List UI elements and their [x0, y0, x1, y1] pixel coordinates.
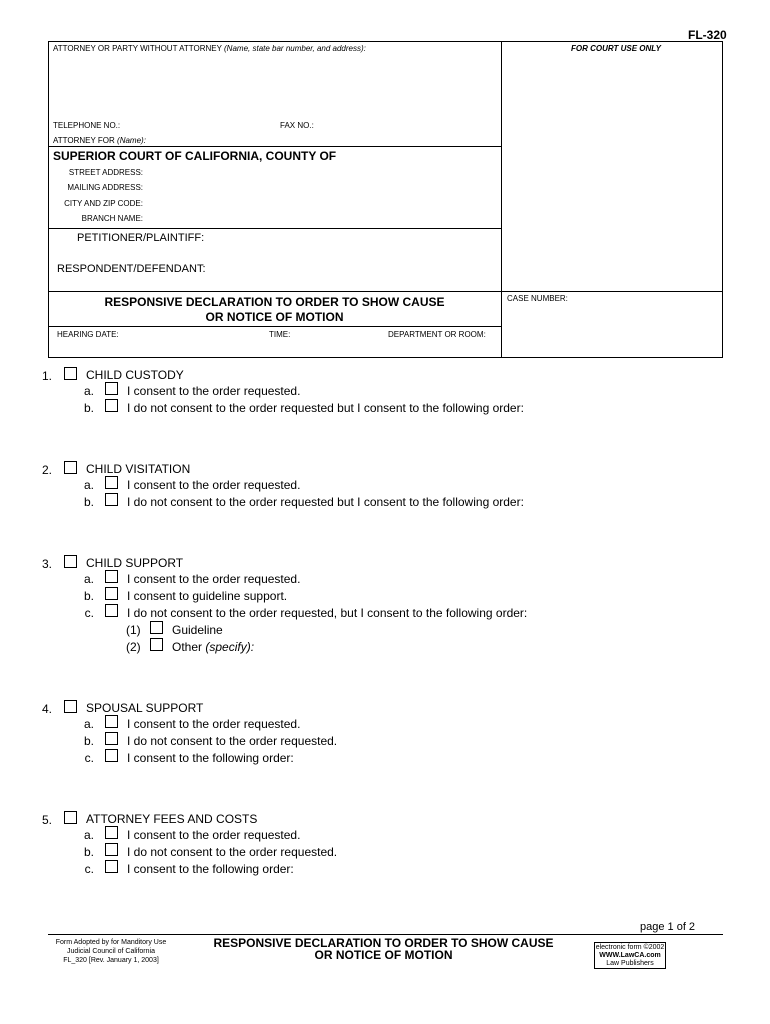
section-1-number: 1. — [41, 369, 52, 383]
fax-label: FAX NO.: — [280, 121, 314, 130]
telephone-label: TELEPHONE NO.: — [53, 121, 121, 130]
section-5a-text: I consent to the order requested. — [127, 828, 301, 842]
section-5b-text: I do not consent to the order requested. — [127, 845, 338, 859]
section-3c-checkbox[interactable] — [105, 604, 118, 617]
section-3c1-text: Guideline — [172, 623, 223, 637]
hearing-divider — [48, 326, 501, 327]
section-1b-text: I do not consent to the order requested but I consent to the following order: — [127, 401, 524, 415]
publisher-stamp: electronic form ©2002 WWW.LawCA.com Law Publishers — [595, 944, 665, 967]
section-5-checkbox[interactable] — [64, 811, 77, 824]
section-1a-text: I consent to the order requested. — [127, 384, 301, 398]
section-3a-checkbox[interactable] — [105, 570, 118, 583]
item-letter: b. — [83, 401, 94, 415]
section-4c-text: I consent to the following order: — [127, 751, 294, 765]
item-letter: a. — [83, 478, 94, 492]
section-2-title: CHILD VISITATION — [86, 462, 191, 476]
section-1a-checkbox[interactable] — [105, 382, 118, 395]
section-4a-checkbox[interactable] — [105, 715, 118, 728]
section-2-checkbox[interactable] — [64, 461, 77, 474]
section-4-checkbox[interactable] — [64, 700, 77, 713]
item-letter: b. — [83, 845, 94, 859]
hearing-date-label: HEARING DATE: — [57, 330, 119, 339]
case-number-label: CASE NUMBER: — [507, 294, 568, 303]
section-3b-checkbox[interactable] — [105, 587, 118, 600]
petitioner-label: PETITIONER/PLAINTIFF: — [77, 232, 205, 244]
item-letter: c. — [84, 862, 94, 876]
attorney-for-label: ATTORNEY FOR (Name): — [53, 136, 146, 145]
form-title: RESPONSIVE DECLARATION TO ORDER TO SHOW CAUSE OR NOTICE OF MOTION — [104, 295, 445, 324]
section-3c1-checkbox[interactable] — [150, 621, 163, 634]
item-letter: b. — [83, 589, 94, 603]
city-zip-label: CITY AND ZIP CODE: — [64, 199, 143, 208]
item-letter: b. — [83, 734, 94, 748]
section-4a-text: I consent to the order requested. — [127, 717, 301, 731]
form-id: FL-320 — [688, 28, 727, 42]
caption-divider — [501, 41, 502, 358]
section-3c2-text: Other (specify): — [172, 640, 255, 654]
attorney-label: ATTORNEY OR PARTY WITHOUT ATTORNEY (Name, state bar number, and address): — [53, 44, 366, 53]
section-5b-checkbox[interactable] — [105, 843, 118, 856]
street-label: STREET ADDRESS: — [68, 168, 143, 177]
court-use-label: FOR COURT USE ONLY — [571, 44, 661, 53]
item-letter: a. — [83, 717, 94, 731]
time-label: TIME: — [269, 330, 291, 339]
court-name: SUPERIOR COURT OF CALIFORNIA, COUNTY OF — [53, 149, 337, 163]
item-letter: a. — [83, 384, 94, 398]
item-letter: c. — [84, 606, 94, 620]
section-2-number: 2. — [41, 463, 52, 477]
section-3a-text: I consent to the order requested. — [127, 572, 301, 586]
section-5c-checkbox[interactable] — [105, 860, 118, 873]
mailing-label: MAILING ADDRESS: — [67, 183, 143, 192]
subitem-number: (1) — [126, 623, 141, 637]
section-4b-text: I do not consent to the order requested. — [127, 734, 338, 748]
section-5-number: 5. — [41, 813, 52, 827]
section-1-checkbox[interactable] — [64, 367, 77, 380]
section-3c2-checkbox[interactable] — [150, 638, 163, 651]
section-5-title: ATTORNEY FEES AND COSTS — [86, 812, 258, 826]
section-2b-checkbox[interactable] — [105, 493, 118, 506]
footer-title: RESPONSIVE DECLARATION TO ORDER TO SHOW CAUSE OR NOTICE OF MOTION — [213, 936, 554, 962]
section-4-number: 4. — [41, 702, 52, 716]
item-letter: a. — [83, 828, 94, 842]
section-2a-text: I consent to the order requested. — [127, 478, 301, 492]
section-3b-text: I consent to guideline support. — [127, 589, 288, 603]
section-5a-checkbox[interactable] — [105, 826, 118, 839]
item-letter: a. — [83, 572, 94, 586]
section-4b-checkbox[interactable] — [105, 732, 118, 745]
section-1b-checkbox[interactable] — [105, 399, 118, 412]
court-divider — [48, 146, 501, 147]
department-label: DEPARTMENT OR ROOM: — [388, 330, 486, 339]
section-4-title: SPOUSAL SUPPORT — [86, 701, 204, 715]
respondent-label: RESPONDENT/DEFENDANT: — [57, 263, 206, 275]
parties-divider — [48, 228, 501, 229]
section-3-number: 3. — [41, 557, 52, 571]
section-4c-checkbox[interactable] — [105, 749, 118, 762]
adopted-block: Form Adopted by for Manditory Use Judicial Council of California FL_320 [Rev. January 1, 2003] — [55, 939, 167, 964]
section-1-title: CHILD CUSTODY — [86, 368, 184, 382]
section-5c-text: I consent to the following order: — [127, 862, 294, 876]
subitem-number: (2) — [126, 640, 141, 654]
page-number: page 1 of 2 — [640, 921, 696, 933]
section-2b-text: I do not consent to the order requested but I consent to the following order: — [127, 495, 524, 509]
footer-rule — [48, 934, 723, 935]
branch-label: BRANCH NAME: — [81, 214, 143, 223]
title-divider — [48, 291, 723, 292]
item-letter: c. — [84, 751, 94, 765]
section-3c-text: I do not consent to the order requested, but I consent to the following order: — [127, 606, 528, 620]
section-3-checkbox[interactable] — [64, 555, 77, 568]
section-2a-checkbox[interactable] — [105, 476, 118, 489]
section-3-title: CHILD SUPPORT — [86, 556, 184, 570]
item-letter: b. — [83, 495, 94, 509]
